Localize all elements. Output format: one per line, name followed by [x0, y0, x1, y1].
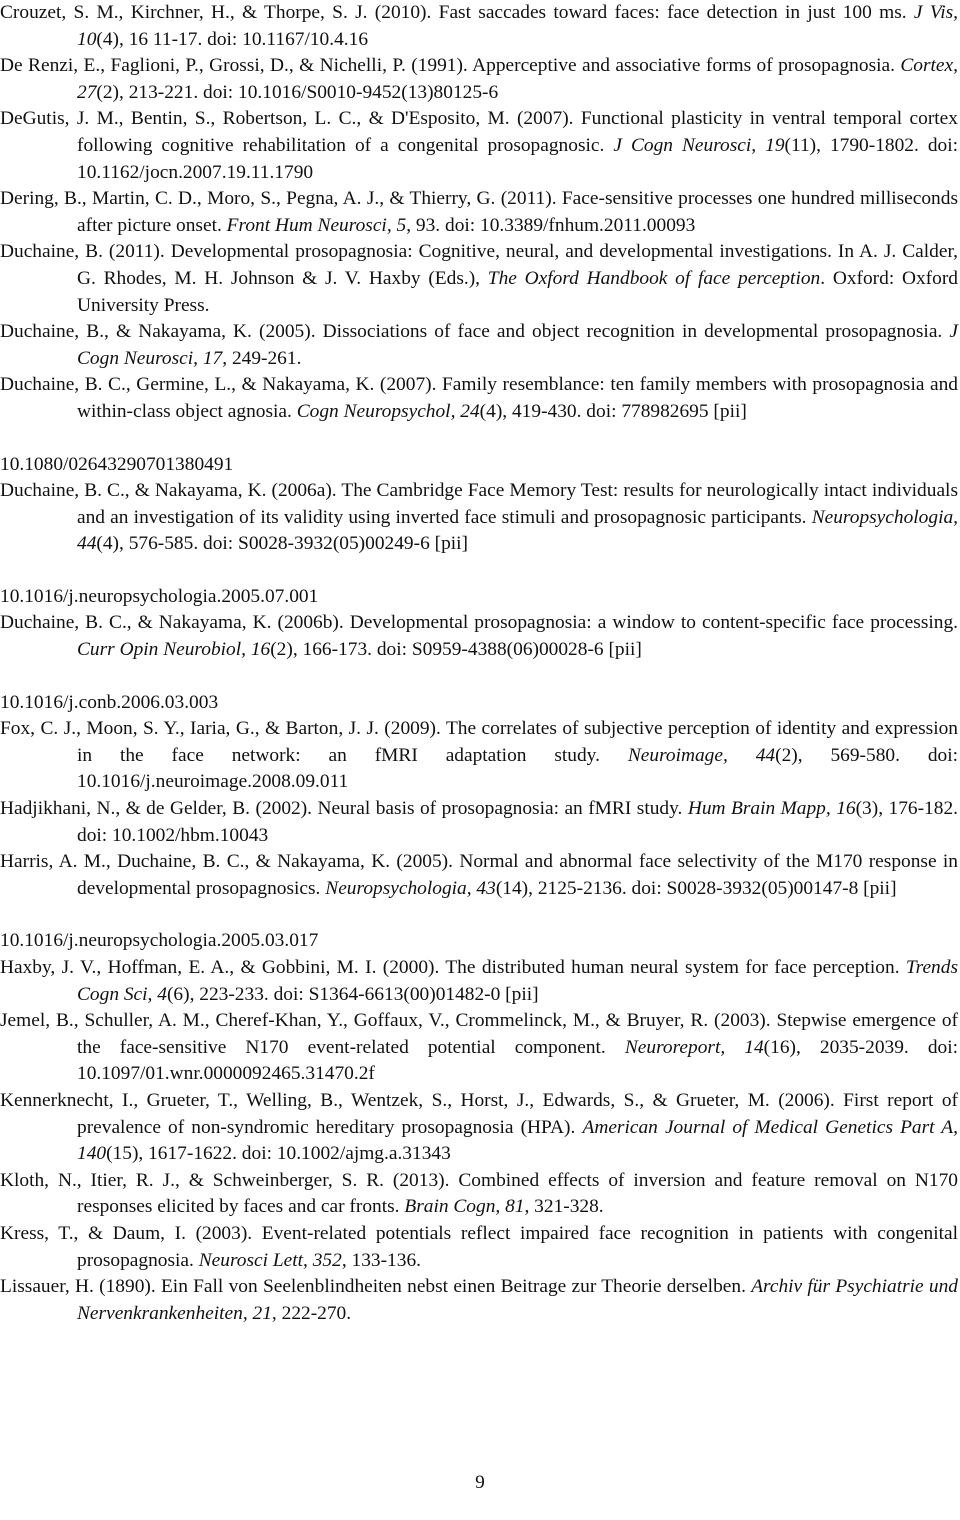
reference-text: Duchaine, B. C., & Nakayama, K. (2006b). Developmental prosopagnosia: a window to content-specific face processing. [0, 612, 958, 634]
reference-text: Duchaine, B. C., Germine, L., & Nakayama, K. (2007). Family resemblance: ten family members with prosopagnosia and within-class object agnosia. [0, 374, 958, 422]
reference-source: J Cogn Neurosci, 19 [613, 134, 785, 156]
reference-source: J Cogn Neurosci, 17 [77, 321, 958, 369]
page-number: 9 [475, 1472, 485, 1493]
reference-source: J Vis, 10 [77, 2, 959, 50]
reference-source: Neuropsychologia, 43 [325, 877, 496, 899]
reference-entry [0, 1168, 958, 1221]
reference-entry [0, 690, 958, 717]
reference-text: Haxby, J. V., Hoffman, E. A., & Gobbini, M. I. (2000). The distributed human neural system for face perception. [0, 957, 906, 978]
reference-text: (4), 419-430. doi: 778982695 [pii] [479, 400, 747, 422]
reference-text: (2), 166-173. doi: S0959-4388(06)00028-6 [pii] [270, 639, 642, 661]
reference-text: (4), 16 11-17. doi: 10.1167/10.4.16 [96, 28, 369, 50]
line-gap [0, 426, 958, 452]
line-gap [0, 558, 958, 584]
reference-entry [0, 849, 958, 902]
reference-entry [0, 928, 958, 955]
reference-entry [0, 1008, 958, 1088]
reference-text: (6), 223-233. doi: S1364-6613(00)01482-0 [pii] [166, 983, 539, 1005]
reference-text: (4), 576-585. doi: S0028-3932(05)00249-6 [pii] [96, 533, 469, 555]
reference-source: Front Hum Neurosci, 5 [226, 214, 407, 236]
reference-text: (15), 1617-1622. doi: 10.1002/ajmg.a.31343 [106, 1143, 451, 1165]
reference-source: American Journal of Medical Genetics Part A, 140 [77, 1116, 958, 1165]
reference-entry [0, 106, 958, 186]
reference-source: Neuroreport, 14 [624, 1036, 764, 1058]
reference-text: 10.1080/02643290701380491 [0, 453, 234, 475]
reference-source: Neuroimage, 44 [627, 744, 776, 766]
reference-text: (2), 213-221. doi: 10.1016/S0010-9452(13)80125-6 [96, 81, 499, 103]
reference-entry [0, 452, 958, 479]
reference-entry [0, 796, 958, 849]
reference-entry [0, 0, 958, 53]
reference-entry [0, 716, 958, 796]
reference-source: Neurosci Lett, 352 [198, 1249, 342, 1271]
reference-text: (11), 1790-1802. doi: 10.1162/jocn.2007.19.11.1790 [77, 134, 958, 183]
reference-text: Hadjikhani, N., & de Gelder, B. (2002). Neural basis of prosopagnosia: an fMRI study. [0, 798, 688, 820]
reference-source: Hum Brain Mapp, 16 [687, 798, 856, 820]
reference-text: Duchaine, B. (2011). Developmental prosopagnosia: Cognitive, neural, and developmental investigations. In A. J. Calder, G. Rhodes, M. H. Johnson & J. V. Haxby (Eds.), [0, 241, 958, 289]
reference-entry [0, 1221, 958, 1274]
reference-text: (14), 2125-2136. doi: S0028-3932(05)00147-8 [pii] [495, 877, 897, 899]
reference-text: Kress, T., & Daum, I. (2003). Event-related potentials reflect impaired face recognition in patients with congenital prosopagnosia. [0, 1222, 958, 1271]
reference-text: Dering, B., Martin, C. D., Moro, S., Pegna, A. J., & Thierry, G. (2011). Face-sensitive processes one hundred milliseconds after picture onset. [0, 188, 958, 236]
reference-text: Duchaine, B., & Nakayama, K. (2005). Dissociations of face and object recognition in developmental prosopagnosia. [0, 321, 950, 343]
reference-text: Kennerknecht, I., Grueter, T., Welling, B., Wentzek, S., Horst, J., Edwards, S., & Grueter, M. (2006). First report of prevalence of non-syndromic hereditary prosopagnosia (HPA). [0, 1089, 958, 1138]
reference-entry [0, 372, 958, 425]
reference-entry [0, 955, 958, 1008]
reference-text: (16), 2035-2039. doi: 10.1097/01.wnr.0000092465.31470.2f [77, 1036, 958, 1085]
reference-source: The Oxford Handbook of face perception [487, 267, 821, 289]
reference-text: , 133-136. [341, 1249, 421, 1271]
reference-source: Cortex, 27 [77, 55, 958, 103]
reference-entry [0, 1088, 958, 1168]
reference-entry [0, 1274, 958, 1327]
reference-source: Brain Cogn, 81 [404, 1196, 525, 1218]
reference-source: Cogn Neuropsychol, 24 [296, 400, 480, 422]
reference-source: Neuropsychologia, 44 [77, 506, 958, 555]
reference-text: Fox, C. J., Moon, S. Y., Iaria, G., & Barton, J. J. (2009). The correlates of subjective perception of identity and expression in the face network: an fMRI adaptation study. [0, 718, 958, 766]
reference-entry [0, 53, 958, 106]
reference-text: , 93. doi: 10.3389/fnhum.2011.00093 [406, 214, 696, 236]
reference-text: , 249-261. [222, 347, 302, 369]
reference-text: Lissauer, H. (1890). Ein Fall von Seelenblindheiten nebst einen Beitrage zur Theorie derselben. [0, 1276, 752, 1298]
reference-entry [0, 239, 958, 319]
reference-text: Harris, A. M., Duchaine, B. C., & Nakayama, K. (2005). Normal and abnormal face selectivity of the M170 response in developmental prosopagnosics. [0, 851, 958, 899]
reference-text: De Renzi, E., Faglioni, P., Grossi, D., & Nichelli, P. (1991). Apperceptive and associative forms of prosopagnosia. [0, 55, 901, 77]
reference-source: Archiv für Psychiatrie und Nervenkrankenheiten, 21 [77, 1276, 958, 1324]
reference-text: , 222-270. [271, 1302, 352, 1324]
reference-entry [0, 584, 958, 611]
line-gap [0, 664, 958, 690]
reference-source: Trends Cogn Sci, 4 [77, 957, 958, 1005]
reference-text: . Oxford: Oxford University Press. [77, 267, 958, 316]
line-gap [0, 902, 958, 928]
reference-text: Crouzet, S. M., Kirchner, H., & Thorpe, S. J. (2010). Fast saccades toward faces: face detection in just 100 ms. [0, 2, 914, 23]
reference-text: Kloth, N., Itier, R. J., & Schweinberger, S. R. (2013). Combined effects of inversion and feature removal on N170 responses elicited by faces and car fronts. [0, 1169, 958, 1218]
reference-text: 10.1016/j.conb.2006.03.003 [0, 691, 219, 713]
reference-text: (2), 569-580. doi: 10.1016/j.neuroimage.2008.09.011 [77, 744, 958, 793]
reference-text: (3), 176-182. doi: 10.1002/hbm.10043 [77, 798, 958, 846]
reference-text: Jemel, B., Schuller, A. M., Cheref-Khan, Y., Goffaux, V., Crommelinck, M., & Bruyer, R. (2003). Stepwise emergence of the face-sensitive N170 event-related potential component. [0, 1010, 958, 1058]
reference-text: , 321-328. [524, 1196, 604, 1218]
reference-entry [0, 610, 958, 663]
reference-text: Duchaine, B. C., & Nakayama, K. (2006a). The Cambridge Face Memory Test: results for neurologically intact individuals and an investigation of its validity using inverted face stimuli and prosopagnosic participants. [0, 480, 958, 528]
reference-source: Curr Opin Neurobiol, 16 [77, 639, 271, 661]
reference-text: 10.1016/j.neuropsychologia.2005.07.001 [0, 585, 319, 607]
reference-entry [0, 478, 958, 558]
reference-text: DeGutis, J. M., Bentin, S., Robertson, L. C., & D'Esposito, M. (2007). Functional plasticity in ventral temporal cortex following cognitive rehabilitation of a congenital prosopagnosic. [0, 108, 958, 156]
reference-text: 10.1016/j.neuropsychologia.2005.03.017 [0, 930, 319, 952]
reference-entry [0, 319, 958, 372]
reference-entry [0, 186, 958, 239]
